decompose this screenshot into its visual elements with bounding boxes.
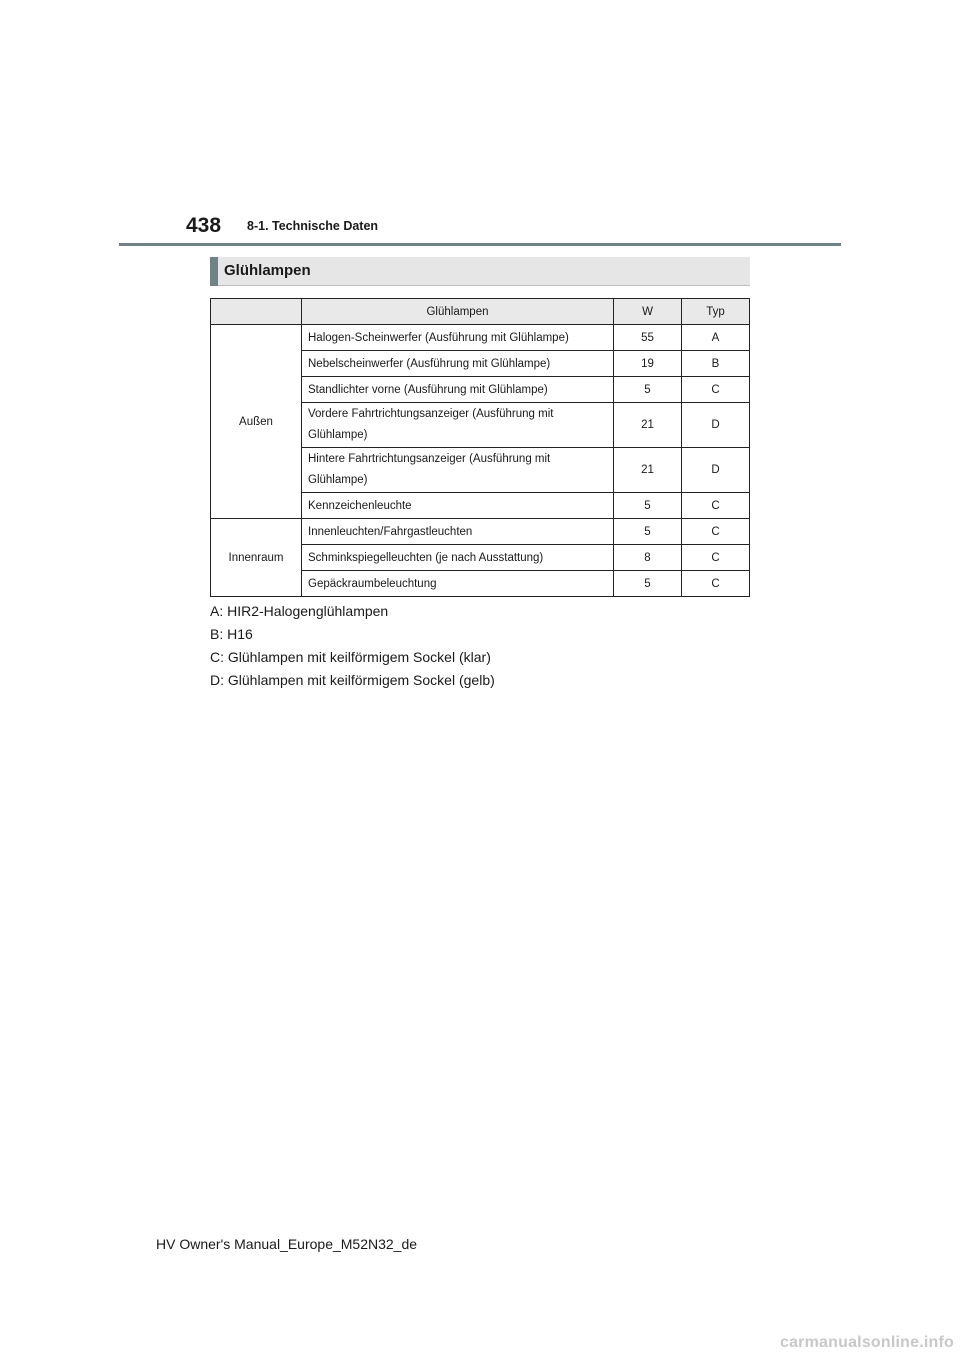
row-description: Halogen-Scheinwerfer (Ausführung mit Glühlampe) — [302, 325, 614, 351]
row-description: Gepäckraumbeleuchtung — [302, 571, 614, 597]
section-title-bar — [210, 257, 750, 286]
header-type: Typ — [682, 299, 750, 325]
page-number: 438 — [186, 214, 222, 237]
row-type: C — [682, 571, 750, 597]
header-watt: W — [614, 299, 682, 325]
table-header-row — [211, 299, 750, 325]
section-title: Glühlampen — [224, 262, 311, 279]
table-row — [211, 325, 750, 351]
row-type: D — [682, 403, 750, 448]
row-description: Schminkspiegelleuchten (je nach Ausstattung) — [302, 545, 614, 571]
row-watt: 5 — [614, 571, 682, 597]
row-type: C — [682, 545, 750, 571]
title-bar-accent — [210, 257, 218, 286]
header-group — [211, 299, 302, 325]
row-description: Standlichter vorne (Ausführung mit Glühlampe) — [302, 377, 614, 403]
row-watt: 5 — [614, 377, 682, 403]
notes-list — [210, 602, 495, 694]
row-type: D — [682, 448, 750, 493]
row-description: Nebelscheinwerfer (Ausführung mit Glühlampe) — [302, 351, 614, 377]
note-item: A: HIR2-Halogenglühlampen — [210, 603, 389, 619]
row-type: B — [682, 351, 750, 377]
row-description-line2: Glühlampe) — [308, 429, 368, 441]
header-rule — [119, 243, 841, 246]
row-watt: 19 — [614, 351, 682, 377]
group-label-interior: Innenraum — [211, 519, 302, 597]
row-description-line1: Hintere Fahrtrichtungsanzeiger (Ausführung mit — [308, 453, 551, 465]
row-description: Innenleuchten/Fahrgastleuchten — [302, 519, 614, 545]
row-description-line2: Glühlampe) — [308, 474, 368, 486]
row-type: C — [682, 377, 750, 403]
row-type: C — [682, 519, 750, 545]
row-description — [302, 448, 614, 493]
footer-text: HV Owner's Manual_Europe_M52N32_de — [156, 1236, 418, 1252]
row-watt: 5 — [614, 519, 682, 545]
row-watt: 5 — [614, 493, 682, 519]
watermark: carmanualsonline.info — [779, 1334, 954, 1351]
row-watt: 8 — [614, 545, 682, 571]
group-label-exterior: Außen — [211, 325, 302, 519]
row-description-line1: Vordere Fahrtrichtungsanzeiger (Ausführung mit — [308, 408, 554, 420]
table-row — [211, 519, 750, 545]
row-type: C — [682, 493, 750, 519]
header-bulbs: Glühlampen — [302, 299, 614, 325]
note-item: C: Glühlampen mit keilförmigem Sockel (klar) — [210, 649, 491, 665]
bulb-table — [210, 298, 750, 597]
row-watt: 21 — [614, 448, 682, 493]
row-description — [302, 403, 614, 448]
section-label: 8-1. Technische Daten — [247, 219, 379, 233]
row-type: A — [682, 325, 750, 351]
row-watt: 21 — [614, 403, 682, 448]
row-watt: 55 — [614, 325, 682, 351]
note-item: B: H16 — [210, 626, 253, 642]
row-description: Kennzeichenleuchte — [302, 493, 614, 519]
note-item: D: Glühlampen mit keilförmigem Sockel (gelb) — [210, 672, 495, 688]
